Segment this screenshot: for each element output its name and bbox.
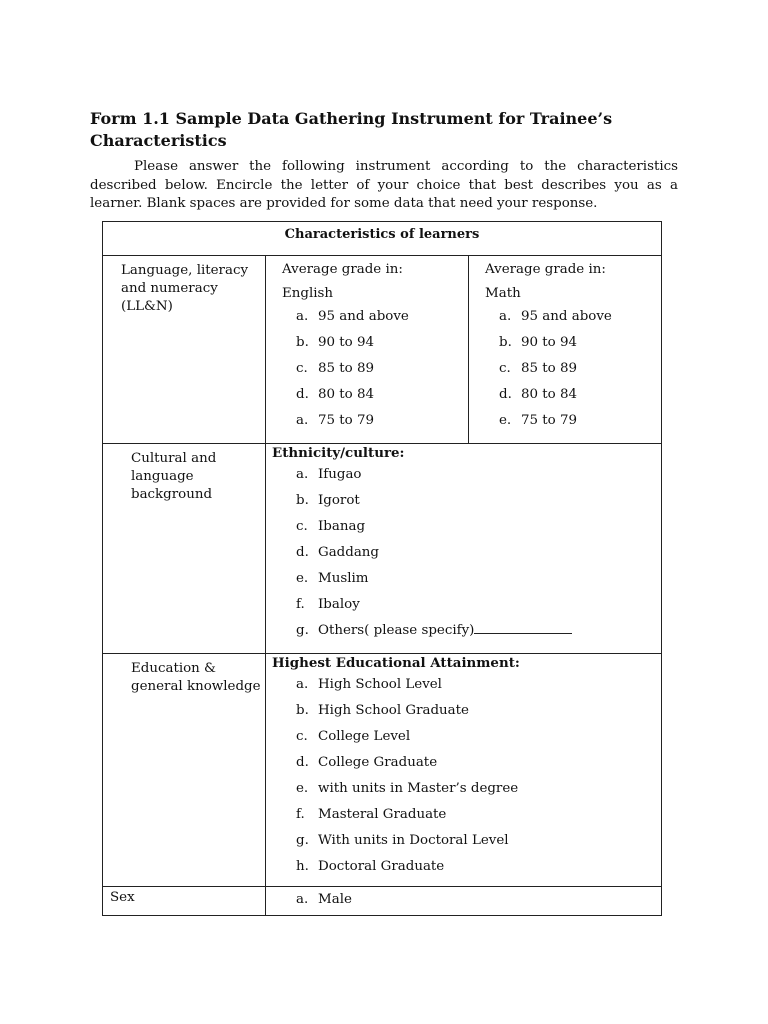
option-item[interactable]: e. 75 to 79	[499, 413, 578, 428]
option-item[interactable]: a. High School Level	[296, 677, 442, 692]
option-item[interactable]: a. 95 and above	[296, 309, 409, 324]
option-item[interactable]: a. 75 to 79	[296, 413, 375, 428]
row-label-education	[103, 654, 266, 887]
option-item[interactable]: f. Ibaloy	[296, 597, 360, 612]
instructions-paragraph	[90, 158, 678, 214]
table-header: Characteristics of learners	[103, 222, 662, 256]
option-item[interactable]: b. 90 to 94	[499, 335, 578, 350]
option-item[interactable]: g. With units in Doctoral Level	[296, 833, 509, 848]
option-item[interactable]: h. Doctoral Graduate	[296, 859, 445, 874]
specify-blank-line[interactable]	[474, 619, 572, 634]
option-item[interactable]: a. 95 and above	[499, 309, 612, 324]
option-item[interactable]: d. 80 to 84	[296, 387, 375, 402]
english-grade-cell	[266, 256, 469, 444]
option-item[interactable]: d. College Graduate	[296, 755, 438, 770]
sex-label: Sex	[110, 890, 135, 905]
education-heading: Highest Educational Attainment:	[272, 655, 520, 671]
option-item[interactable]: d. Gaddang	[296, 545, 380, 560]
option-item[interactable]: b. 90 to 94	[296, 335, 375, 350]
row-label-sex	[103, 887, 266, 916]
english-options	[282, 304, 468, 434]
sex-cell	[266, 887, 662, 916]
option-item[interactable]: c. 85 to 89	[296, 361, 375, 376]
form-title: Form 1.1 Sample Data Gathering Instrument for Trainee’s Characteristics	[90, 109, 613, 150]
row-label-culture	[103, 444, 266, 654]
option-item[interactable]: g. Others( please specify)	[296, 618, 661, 644]
option-item[interactable]: c. College Level	[296, 729, 411, 744]
ethnicity-options	[282, 462, 661, 644]
education-label: Education & general knowledge	[131, 661, 261, 694]
option-item[interactable]: a. Ifugao	[296, 467, 362, 482]
math-grade-cell	[469, 256, 662, 444]
option-item[interactable]: e. with units in Master’s degree	[296, 781, 519, 796]
option-item[interactable]: c. Ibanag	[296, 519, 366, 534]
culture-label: Cultural and language background	[131, 451, 217, 502]
option-item[interactable]: f. Masteral Graduate	[296, 807, 447, 822]
education-options	[282, 672, 661, 880]
math-options	[485, 304, 661, 434]
ethnicity-heading: Ethnicity/culture:	[272, 445, 405, 461]
row-label-llan	[103, 256, 266, 444]
learner-characteristics-table	[102, 221, 662, 916]
english-heading: Average grade in:	[282, 262, 403, 277]
ethnicity-cell	[266, 444, 662, 654]
english-subject: English	[282, 286, 334, 301]
option-item[interactable]: b. Igorot	[296, 493, 360, 508]
option-item[interactable]: c. 85 to 89	[499, 361, 578, 376]
option-item[interactable]: a. Male	[296, 892, 352, 907]
education-cell	[266, 654, 662, 887]
llan-label: Language, literacy and numeracy (LL&N)	[121, 263, 249, 314]
sex-options	[282, 887, 661, 913]
option-item[interactable]: d. 80 to 84	[499, 387, 578, 402]
instructions-text: Please answer the following instrument according to the characteristics described below. Encircle the letter of your choice that best describes you as a learner. Blank spaces are provided for some data that need your response.	[90, 159, 678, 211]
math-subject: Math	[485, 286, 521, 301]
option-item[interactable]: b. High School Graduate	[296, 703, 469, 718]
option-item[interactable]: e. Muslim	[296, 571, 369, 586]
math-heading: Average grade in:	[485, 262, 606, 277]
